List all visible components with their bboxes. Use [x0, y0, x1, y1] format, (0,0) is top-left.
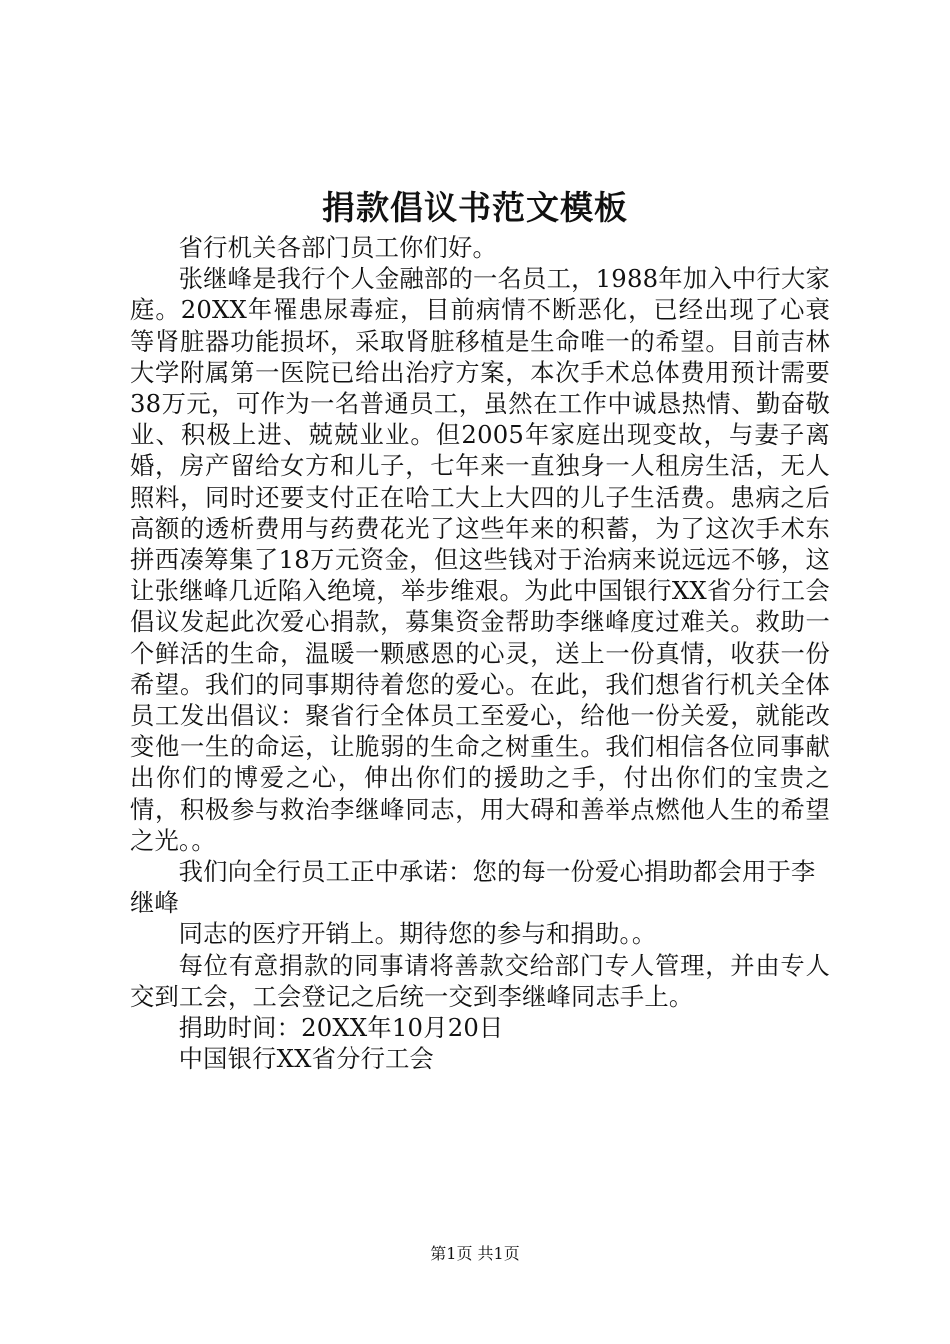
- donation-date: 捐助时间：20XX年10月20日: [178, 1013, 504, 1043]
- salutation-paragraph: 省行机关各部门员工你们好。: [178, 233, 498, 262]
- promise-paragraph: 我们向全行员工正中承诺：您的每一份爱心捐助都会用于李继峰: [130, 857, 816, 918]
- page-footer: 第1页 共1页: [430, 1244, 520, 1263]
- document-title: 捐款倡议书范文模板: [322, 188, 628, 227]
- document-body: [130, 232, 830, 1074]
- main-story-paragraph: 张继峰是我行个人金融部的一名员工，1988年加入中行大家庭。20XX年罹患尿毒症，目前病情不断恶化，已经出现了心衰等肾脏器功能损坏，采取肾脏移植是生命唯一的希望。目前吉林大学附属第一医院已给出治疗方案，本次手术总体费用预计需要38万元，可作为一名普通员工，虽然在工作中诚恳热情、勤奋敬业、积极上进、兢兢业业。但2005年家庭出现变故，与妻子离婚，房产留给女方和儿子，七年来一直独身一人租房生活，无人照料，同时还要支付正在哈工大上大四的儿子生活费。患病之后高额的透析费用与药费花光了这些年来的积蓄，为了这次手术东拼西凑筹集了18万元资金，但这些钱对于治病来说远远不够，这让张继峰几近陷入绝境，举步维艰。为此中国银行XX省分行工会倡议发起此次爱心捐款，募集资金帮助李继峰度过难关。救助一个鲜活的生命，温暖一颗感恩的心灵，送上一份真情，收获一份希望。我们的同事期待着您的爱心。在此，我们想省行机关全体员工发出倡议：聚省行全体员工至爱心，给他一份关爱，就能改变他一生的命运，让脆弱的生命之树重生。我们相信各位同事献出你们的博爱之心，伸出你们的援助之手，付出你们的宝贵之情，积极参与救治李继峰同志，用大碍和善举点燃他人生的希望之光。。: [130, 264, 830, 855]
- issuer-signature: 中国银行XX省分行工会: [178, 1044, 435, 1074]
- donation-instruction-paragraph: 每位有意捐款的同事请将善款交给部门专人管理，并由专人交到工会，工会登记之后统一交到李继峰同志手上。: [130, 950, 830, 1011]
- promise-continuation-paragraph: 同志的医疗开销上。期待您的参与和捐助。。: [178, 919, 657, 949]
